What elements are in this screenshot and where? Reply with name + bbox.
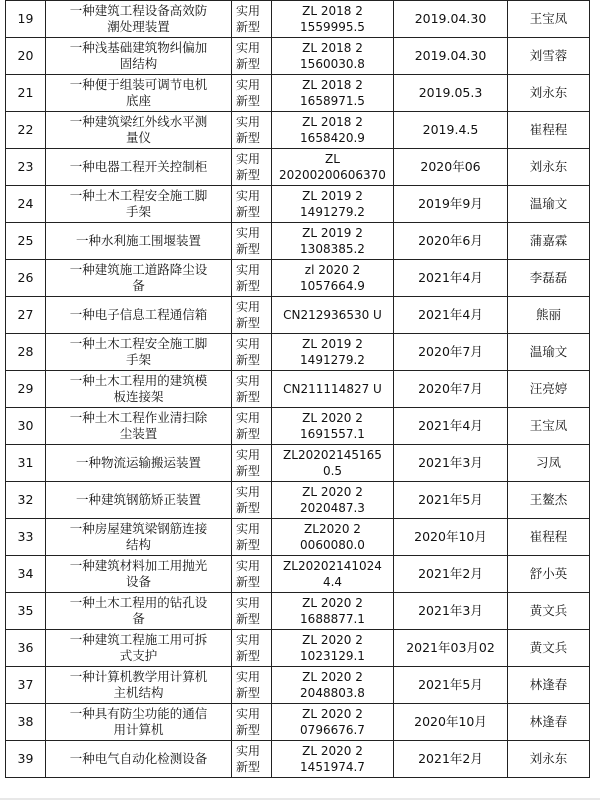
patent-name-line: 潮处理装置 xyxy=(107,19,170,34)
inventor-name: 王鳌杰 xyxy=(508,482,590,519)
inventor-name: 王宝凤 xyxy=(508,408,590,445)
patent-name xyxy=(46,630,232,667)
patent-type xyxy=(232,704,272,741)
inventor-name: 林逢春 xyxy=(508,704,590,741)
table-row xyxy=(6,149,590,186)
patent-type-line: 新型 xyxy=(236,686,261,700)
row-number: 20 xyxy=(6,38,46,75)
patent-type-line: 实用 xyxy=(236,189,261,203)
row-number: 26 xyxy=(6,260,46,297)
row-number: 19 xyxy=(6,1,46,38)
patent-type-line: 实用 xyxy=(236,300,261,314)
patent-name-line: 一种具有防尘功能的通信 xyxy=(69,706,208,721)
patent-number xyxy=(272,260,394,297)
patent-type-line: 新型 xyxy=(236,538,261,552)
patent-number-line: 0060080.0 xyxy=(300,538,365,552)
patent-type-line: 实用 xyxy=(236,744,261,758)
patent-number-line: ZL2020 2 xyxy=(304,522,361,536)
patent-number-line: CN212936530 U xyxy=(283,308,382,322)
patent-type-line: 实用 xyxy=(236,115,261,129)
row-number: 24 xyxy=(6,186,46,223)
patent-number xyxy=(272,186,394,223)
patent-type-line: 新型 xyxy=(236,501,261,515)
patent-type-line: 新型 xyxy=(236,575,261,589)
patent-number-line: ZL 2018 2 xyxy=(302,4,363,18)
table-body xyxy=(6,1,590,778)
patent-number-line: 1491279.2 xyxy=(300,205,365,219)
patent-type-line: 实用 xyxy=(236,448,261,462)
patent-type-line: 新型 xyxy=(236,20,261,34)
inventor-name: 刘雪蓉 xyxy=(508,38,590,75)
patent-number-line: ZL20202141024 xyxy=(283,559,382,573)
table-row xyxy=(6,112,590,149)
patent-name-line: 备 xyxy=(132,278,145,293)
patent-type xyxy=(232,408,272,445)
inventor-name: 崔程程 xyxy=(508,519,590,556)
patent-number-line: 1691557.1 xyxy=(300,427,365,441)
grant-date: 2021年2月 xyxy=(394,556,508,593)
grant-date: 2019.04.30 xyxy=(394,38,508,75)
patent-number-line: 4.4 xyxy=(322,575,343,589)
patent-name xyxy=(46,482,232,519)
patent-number-line: CN211114827 U xyxy=(283,382,382,396)
inventor-name: 林逢春 xyxy=(508,667,590,704)
grant-date: 2019.05.3 xyxy=(394,75,508,112)
patent-type-line: 新型 xyxy=(236,168,261,182)
patent-number xyxy=(272,112,394,149)
table-row xyxy=(6,186,590,223)
patent-name-line: 式支护 xyxy=(119,648,158,663)
patent-number-line: 20200200606370 xyxy=(279,168,386,182)
table-row xyxy=(6,704,590,741)
table-row xyxy=(6,75,590,112)
table-row xyxy=(6,667,590,704)
grant-date: 2021年4月 xyxy=(394,260,508,297)
patent-number xyxy=(272,1,394,38)
patent-type-line: 实用 xyxy=(236,707,261,721)
table-row xyxy=(6,741,590,778)
patent-type xyxy=(232,75,272,112)
patent-name xyxy=(46,38,232,75)
table-row xyxy=(6,371,590,408)
patent-name xyxy=(46,704,232,741)
patent-number xyxy=(272,371,394,408)
patent-number-line: ZL 2020 2 xyxy=(302,411,363,425)
table-row xyxy=(6,223,590,260)
patent-type xyxy=(232,297,272,334)
patent-number-line: 0.5 xyxy=(322,464,343,478)
patent-number-line: ZL 2018 2 xyxy=(302,115,363,129)
row-number: 23 xyxy=(6,149,46,186)
row-number: 25 xyxy=(6,223,46,260)
patent-name-line: 备 xyxy=(132,611,145,626)
patent-number-line: 2020487.3 xyxy=(300,501,365,515)
grant-date: 2019.4.5 xyxy=(394,112,508,149)
table-row xyxy=(6,630,590,667)
patent-number-line: 1023129.1 xyxy=(300,649,365,663)
patent-name xyxy=(46,75,232,112)
inventor-name: 汪亮婷 xyxy=(508,371,590,408)
patent-number xyxy=(272,519,394,556)
inventor-name: 温瑜文 xyxy=(508,334,590,371)
patent-number-line: 2048803.8 xyxy=(300,686,365,700)
patent-type-line: 实用 xyxy=(236,374,261,388)
patent-number-line: ZL 2018 2 xyxy=(302,78,363,92)
grant-date: 2020年10月 xyxy=(394,519,508,556)
patent-name-line: 手架 xyxy=(125,352,151,367)
inventor-name: 黄文兵 xyxy=(508,630,590,667)
patent-name-line: 结构 xyxy=(125,537,151,552)
patent-number-line: 1491279.2 xyxy=(300,353,365,367)
patent-number-line: ZL 2020 2 xyxy=(302,707,363,721)
patent-number-line: 1451974.7 xyxy=(300,760,365,774)
patent-name-line: 一种计算机教学用计算机 xyxy=(69,669,208,684)
patent-number-line: zl 2020 2 xyxy=(304,263,361,277)
patent-type-line: 实用 xyxy=(236,670,261,684)
patent-number-line: 1560030.8 xyxy=(300,57,365,71)
patent-number-line: 1559995.5 xyxy=(300,20,365,34)
patent-type-line: 实用 xyxy=(236,485,261,499)
patent-number xyxy=(272,556,394,593)
table-row xyxy=(6,1,590,38)
patent-name xyxy=(46,260,232,297)
patent-name-line: 一种水利施工围堰装置 xyxy=(75,233,201,248)
patent-name-line: 手架 xyxy=(125,204,151,219)
grant-date: 2021年3月 xyxy=(394,445,508,482)
patent-type-line: 实用 xyxy=(236,78,261,92)
grant-date: 2020年7月 xyxy=(394,334,508,371)
patent-name-line: 一种土木工程安全施工脚 xyxy=(69,188,208,203)
patent-name xyxy=(46,297,232,334)
patent-number xyxy=(272,482,394,519)
patent-type-line: 新型 xyxy=(236,353,261,367)
row-number: 39 xyxy=(6,741,46,778)
patent-name-line: 一种建筑工程施工用可拆 xyxy=(69,632,208,647)
patent-number-line: ZL 2019 2 xyxy=(302,226,363,240)
patent-number-line: ZL 2020 2 xyxy=(302,633,363,647)
patent-type-line: 新型 xyxy=(236,723,261,737)
patent-number-line: ZL 2018 2 xyxy=(302,41,363,55)
patent-type-line: 实用 xyxy=(236,633,261,647)
patent-number xyxy=(272,741,394,778)
patent-number-line: ZL 2019 2 xyxy=(302,189,363,203)
patent-name xyxy=(46,556,232,593)
table-row xyxy=(6,297,590,334)
grant-date: 2020年10月 xyxy=(394,704,508,741)
patent-name-line: 一种电子信息工程通信箱 xyxy=(69,307,208,322)
patent-number xyxy=(272,630,394,667)
patent-type-line: 实用 xyxy=(236,596,261,610)
inventor-name: 王宝凤 xyxy=(508,1,590,38)
patent-type xyxy=(232,149,272,186)
patent-name-line: 一种建筑工程设备高效防 xyxy=(69,3,208,18)
patent-type-line: 新型 xyxy=(236,242,261,256)
patent-type xyxy=(232,334,272,371)
patent-number xyxy=(272,445,394,482)
patent-name xyxy=(46,223,232,260)
patent-number xyxy=(272,704,394,741)
patent-name-line: 一种建筑施工道路降尘设 xyxy=(69,262,208,277)
patent-name-line: 尘装置 xyxy=(119,426,158,441)
row-number: 38 xyxy=(6,704,46,741)
patent-name xyxy=(46,334,232,371)
table-row xyxy=(6,260,590,297)
patent-name xyxy=(46,408,232,445)
patent-name xyxy=(46,371,232,408)
patent-number xyxy=(272,408,394,445)
patent-name-line: 一种物流运输搬运装置 xyxy=(75,455,201,470)
patent-name-line: 一种房屋建筑梁钢筋连接 xyxy=(69,521,208,536)
patent-name-line: 量仪 xyxy=(125,130,151,145)
patent-name-line: 一种便于组装可调节电机 xyxy=(69,77,208,92)
patent-name-line: 一种土木工程用的钻孔设 xyxy=(69,595,208,610)
inventor-name: 黄文兵 xyxy=(508,593,590,630)
patent-type xyxy=(232,445,272,482)
row-number: 21 xyxy=(6,75,46,112)
patent-type-line: 实用 xyxy=(236,226,261,240)
patent-name-line: 用计算机 xyxy=(113,722,164,737)
patent-name xyxy=(46,112,232,149)
patent-type-line: 新型 xyxy=(236,205,261,219)
table-row xyxy=(6,445,590,482)
patent-name-line: 板连接架 xyxy=(113,389,164,404)
patent-type-line: 新型 xyxy=(236,649,261,663)
patent-number-line: 0796676.7 xyxy=(300,723,365,737)
patent-name xyxy=(46,186,232,223)
inventor-name: 李磊磊 xyxy=(508,260,590,297)
patent-type-line: 实用 xyxy=(236,152,261,166)
inventor-name: 蒲嘉霖 xyxy=(508,223,590,260)
patent-name-line: 一种建筑梁红外线水平测 xyxy=(69,114,208,129)
patent-type-line: 实用 xyxy=(236,41,261,55)
grant-date: 2021年4月 xyxy=(394,408,508,445)
row-number: 31 xyxy=(6,445,46,482)
grant-date: 2021年03月02 xyxy=(394,630,508,667)
patent-type xyxy=(232,667,272,704)
patent-type-line: 新型 xyxy=(236,464,261,478)
grant-date: 2020年6月 xyxy=(394,223,508,260)
patent-number-line: ZL 2020 2 xyxy=(302,670,363,684)
patent-name xyxy=(46,445,232,482)
patent-name-line: 底座 xyxy=(125,93,151,108)
patent-name-line: 主机结构 xyxy=(113,685,164,700)
patent-number-line: 1057664.9 xyxy=(300,279,365,293)
patent-number xyxy=(272,593,394,630)
patent-type xyxy=(232,482,272,519)
patent-name-line: 一种土木工程作业清扫除 xyxy=(69,410,208,425)
patent-type xyxy=(232,1,272,38)
patent-number-line: ZL20202145165 xyxy=(283,448,382,462)
patent-type xyxy=(232,519,272,556)
patent-name-line: 一种浅基础建筑物纠偏加 xyxy=(69,40,208,55)
patent-number xyxy=(272,75,394,112)
patent-number-line: 1308385.2 xyxy=(300,242,365,256)
patent-name-line: 设备 xyxy=(125,574,151,589)
patent-name-line: 固结构 xyxy=(119,56,158,71)
grant-date: 2020年06 xyxy=(394,149,508,186)
patent-number xyxy=(272,149,394,186)
grant-date: 2021年2月 xyxy=(394,741,508,778)
patent-type-line: 实用 xyxy=(236,337,261,351)
row-number: 37 xyxy=(6,667,46,704)
patent-number-line: ZL 2020 2 xyxy=(302,596,363,610)
inventor-name: 习凤 xyxy=(508,445,590,482)
row-number: 35 xyxy=(6,593,46,630)
patent-name xyxy=(46,149,232,186)
patent-number xyxy=(272,667,394,704)
patent-type xyxy=(232,741,272,778)
patent-type-line: 新型 xyxy=(236,57,261,71)
table-row xyxy=(6,38,590,75)
patent-name-line: 一种电器工程开关控制柜 xyxy=(69,159,208,174)
patent-type xyxy=(232,260,272,297)
row-number: 36 xyxy=(6,630,46,667)
patent-type xyxy=(232,112,272,149)
patent-type-line: 新型 xyxy=(236,760,261,774)
patent-type-line: 新型 xyxy=(236,390,261,404)
patent-type xyxy=(232,593,272,630)
row-number: 27 xyxy=(6,297,46,334)
grant-date: 2021年4月 xyxy=(394,297,508,334)
grant-date: 2020年7月 xyxy=(394,371,508,408)
patent-type xyxy=(232,223,272,260)
patent-type-line: 新型 xyxy=(236,279,261,293)
patent-number-line: ZL 2020 2 xyxy=(302,485,363,499)
patent-type-line: 新型 xyxy=(236,612,261,626)
patent-name xyxy=(46,667,232,704)
patent-number-line: 1658971.5 xyxy=(300,94,365,108)
inventor-name: 熊丽 xyxy=(508,297,590,334)
patent-name-line: 一种电气自动化检测设备 xyxy=(69,751,208,766)
patent-number-line: ZL 2020 2 xyxy=(302,744,363,758)
patent-type-line: 实用 xyxy=(236,559,261,573)
patent-name xyxy=(46,1,232,38)
row-number: 22 xyxy=(6,112,46,149)
patent-type xyxy=(232,186,272,223)
row-number: 28 xyxy=(6,334,46,371)
grant-date: 2021年3月 xyxy=(394,593,508,630)
table-row xyxy=(6,556,590,593)
patent-name xyxy=(46,741,232,778)
row-number: 29 xyxy=(6,371,46,408)
patent-type xyxy=(232,630,272,667)
patent-name-line: 一种土木工程用的建筑模 xyxy=(69,373,208,388)
patent-type-line: 实用 xyxy=(236,411,261,425)
patent-number-line: ZL 2019 2 xyxy=(302,337,363,351)
inventor-name: 温瑜文 xyxy=(508,186,590,223)
patent-type-line: 实用 xyxy=(236,263,261,277)
patent-number-line: 1658420.9 xyxy=(300,131,365,145)
table-row xyxy=(6,334,590,371)
patent-name-line: 一种土木工程安全施工脚 xyxy=(69,336,208,351)
patent-number xyxy=(272,38,394,75)
patent-type-line: 新型 xyxy=(236,427,261,441)
patent-type-line: 实用 xyxy=(236,522,261,536)
patent-type xyxy=(232,371,272,408)
inventor-name: 舒小英 xyxy=(508,556,590,593)
inventor-name: 刘永东 xyxy=(508,75,590,112)
grant-date: 2021年5月 xyxy=(394,667,508,704)
patent-type-line: 实用 xyxy=(236,4,261,18)
inventor-name: 刘永东 xyxy=(508,741,590,778)
patent-number-line: ZL xyxy=(325,152,340,166)
patent-name xyxy=(46,593,232,630)
patent-name-line: 一种建筑钢筋矫正装置 xyxy=(75,492,201,507)
patent-number xyxy=(272,334,394,371)
patent-number-line: 1688877.1 xyxy=(300,612,365,626)
grant-date: 2021年5月 xyxy=(394,482,508,519)
patent-type xyxy=(232,38,272,75)
patent-type-line: 新型 xyxy=(236,94,261,108)
patent-number xyxy=(272,223,394,260)
row-number: 30 xyxy=(6,408,46,445)
row-number: 34 xyxy=(6,556,46,593)
patent-number xyxy=(272,297,394,334)
row-number: 33 xyxy=(6,519,46,556)
patent-name xyxy=(46,519,232,556)
patent-type-line: 新型 xyxy=(236,316,261,330)
table-row xyxy=(6,519,590,556)
table-row xyxy=(6,482,590,519)
inventor-name: 崔程程 xyxy=(508,112,590,149)
row-number: 32 xyxy=(6,482,46,519)
table-row xyxy=(6,408,590,445)
grant-date: 2019年9月 xyxy=(394,186,508,223)
patent-type-line: 新型 xyxy=(236,131,261,145)
grant-date: 2019.04.30 xyxy=(394,1,508,38)
inventor-name: 刘永东 xyxy=(508,149,590,186)
patent-type xyxy=(232,556,272,593)
patent-table xyxy=(5,0,590,778)
table-row xyxy=(6,593,590,630)
patent-name-line: 一种建筑材料加工用抛光 xyxy=(69,558,208,573)
